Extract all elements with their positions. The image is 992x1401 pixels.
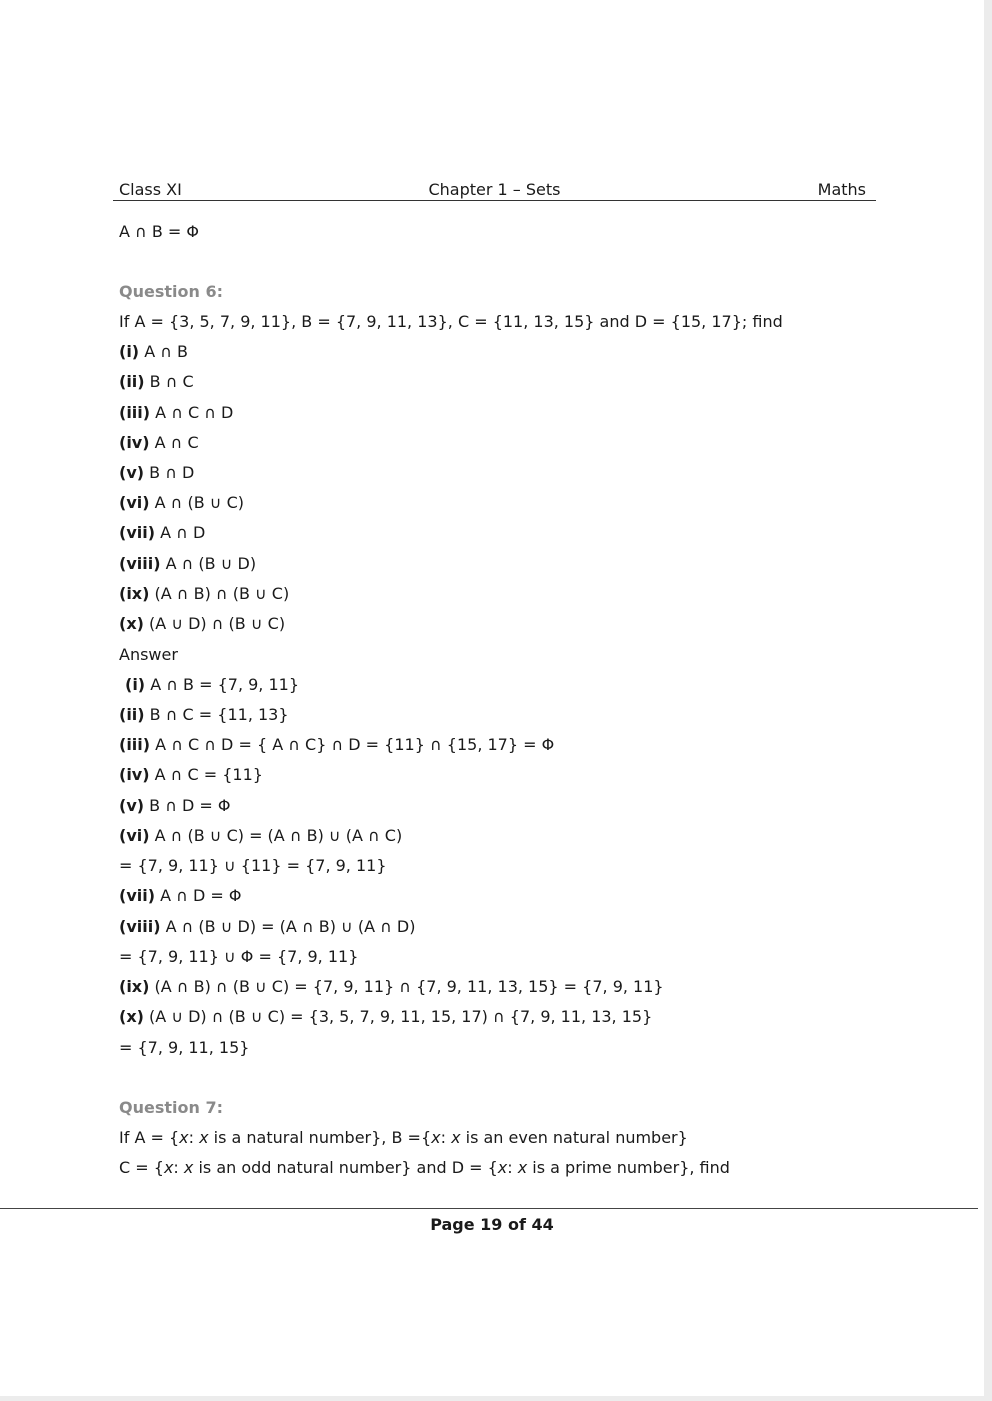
q6-part	[119, 372, 194, 392]
variable-x: x	[517, 1158, 528, 1177]
q6-part	[119, 523, 205, 543]
q6-answer	[119, 917, 415, 937]
text-run: :	[188, 1128, 200, 1147]
answer-part-label: (v)	[119, 796, 145, 815]
answer-text: A ∩ C = {11}	[149, 765, 263, 784]
question-7-line-1	[119, 1128, 688, 1148]
part-text: A ∩ D	[155, 523, 206, 542]
answer-part-label: (iv)	[119, 765, 150, 784]
text-run: :	[173, 1158, 184, 1177]
variable-x: x	[199, 1128, 209, 1147]
q6-part	[119, 554, 256, 574]
answer-text: = {7, 9, 11} ∪ Φ = {7, 9, 11}	[119, 947, 359, 966]
part-text: A ∩ B	[139, 342, 188, 361]
answer-part-label: (viii)	[119, 917, 161, 936]
text-run: is a natural number}, B ={	[208, 1128, 432, 1147]
part-label: (x)	[119, 614, 144, 633]
part-text: A ∩ (B ∪ D)	[160, 554, 257, 573]
q6-part	[119, 493, 244, 513]
q6-part	[119, 433, 199, 453]
text-run: C = {	[119, 1158, 164, 1177]
q6-answer-continuation	[119, 1038, 249, 1058]
answer-text: = {7, 9, 11, 15}	[119, 1038, 250, 1057]
variable-x: x	[431, 1128, 441, 1147]
answer-part-label: (vi)	[119, 826, 150, 845]
text-run: is a prime number}, find	[527, 1158, 730, 1177]
q6-answer	[119, 705, 289, 725]
page-number: Page 19 of 44	[430, 1215, 554, 1234]
q6-answer	[119, 977, 664, 997]
variable-x: x	[179, 1128, 189, 1147]
variable-x: x	[451, 1128, 461, 1147]
answer-part-label: (ix)	[119, 977, 150, 996]
header-class: Class XI	[119, 180, 182, 199]
q6-answer	[119, 796, 231, 816]
part-label: (i)	[119, 342, 140, 361]
header-subject: Maths	[817, 180, 866, 199]
q6-answer	[119, 1007, 652, 1027]
question-6-title: Question 6:	[119, 282, 223, 301]
top-line: A ∩ B = Φ	[119, 222, 199, 241]
answer-part-label: (x)	[119, 1007, 144, 1026]
q6-answer	[119, 826, 402, 846]
part-label: (vii)	[119, 523, 156, 542]
q6-answer-continuation	[119, 947, 358, 967]
part-label: (vi)	[119, 493, 150, 512]
part-text: A ∩ (B ∪ C)	[149, 493, 244, 512]
footer-rule	[0, 1208, 978, 1209]
answer-label: Answer	[119, 645, 178, 664]
q6-answer	[119, 765, 263, 785]
part-label: (iv)	[119, 433, 150, 452]
text-run: If A = {	[119, 1128, 180, 1147]
answer-part-label: (iii)	[119, 735, 151, 754]
part-text: A ∩ C	[149, 433, 199, 452]
q6-answer-continuation	[119, 856, 387, 876]
part-label: (ix)	[119, 584, 150, 603]
answer-text: (A ∩ B) ∩ (B ∪ C) = {7, 9, 11} ∩ {7, 9, 11, 13, 15} = {7, 9, 11}	[149, 977, 664, 996]
answer-text: A ∩ D = Φ	[155, 886, 242, 905]
answer-part-label: (vii)	[119, 886, 156, 905]
variable-x: x	[497, 1158, 508, 1177]
part-text: (A ∪ D) ∩ (B ∪ C)	[143, 614, 286, 633]
answer-text: B ∩ C = {11, 13}	[144, 705, 289, 724]
answer-text: A ∩ (B ∪ C) = (A ∩ B) ∪ (A ∩ C)	[149, 826, 403, 845]
answer-part-label: (i)	[125, 675, 146, 694]
answer-text: = {7, 9, 11} ∪ {11} = {7, 9, 11}	[119, 856, 387, 875]
question-7-line-2	[119, 1158, 730, 1178]
answer-text: A ∩ C ∩ D = { A ∩ C} ∩ D = {11} ∩ {15, 17} = Φ	[150, 735, 555, 754]
question-6-statement: If A = {3, 5, 7, 9, 11}, B = {7, 9, 11, 13}, C = {11, 13, 15} and D = {15, 17}; find	[119, 312, 783, 331]
part-text: B ∩ D	[144, 463, 195, 482]
text-run: :	[507, 1158, 518, 1177]
text-run: is an even natural number}	[460, 1128, 688, 1147]
part-text: A ∩ C ∩ D	[150, 403, 234, 422]
q6-part	[119, 584, 289, 604]
variable-x: x	[163, 1158, 174, 1177]
part-label: (v)	[119, 463, 145, 482]
variable-x: x	[183, 1158, 194, 1177]
part-text: (A ∩ B) ∩ (B ∪ C)	[149, 584, 290, 603]
answer-text: B ∩ D = Φ	[144, 796, 231, 815]
part-text: B ∩ C	[144, 372, 194, 391]
part-label: (iii)	[119, 403, 151, 422]
q6-part	[119, 342, 188, 362]
answer-text: A ∩ (B ∪ D) = (A ∩ B) ∪ (A ∩ D)	[160, 917, 416, 936]
page-header	[113, 180, 876, 201]
q6-part	[119, 403, 233, 423]
text-run: :	[440, 1128, 452, 1147]
q6-part	[119, 463, 194, 483]
header-chapter: Chapter 1 – Sets	[428, 180, 561, 199]
question-7-title: Question 7:	[119, 1098, 223, 1117]
q6-answer	[119, 735, 554, 755]
part-label: (ii)	[119, 372, 145, 391]
answer-text: (A ∪ D) ∩ (B ∪ C) = {3, 5, 7, 9, 11, 15, 17) ∩ {7, 9, 11, 13, 15}	[143, 1007, 653, 1026]
answer-text: A ∩ B = {7, 9, 11}	[145, 675, 299, 694]
text-run: is an odd natural number} and D = {	[193, 1158, 498, 1177]
q6-answer	[125, 675, 299, 695]
q6-answer	[119, 886, 241, 906]
answer-part-label: (ii)	[119, 705, 145, 724]
q6-part	[119, 614, 285, 634]
part-label: (viii)	[119, 554, 161, 573]
